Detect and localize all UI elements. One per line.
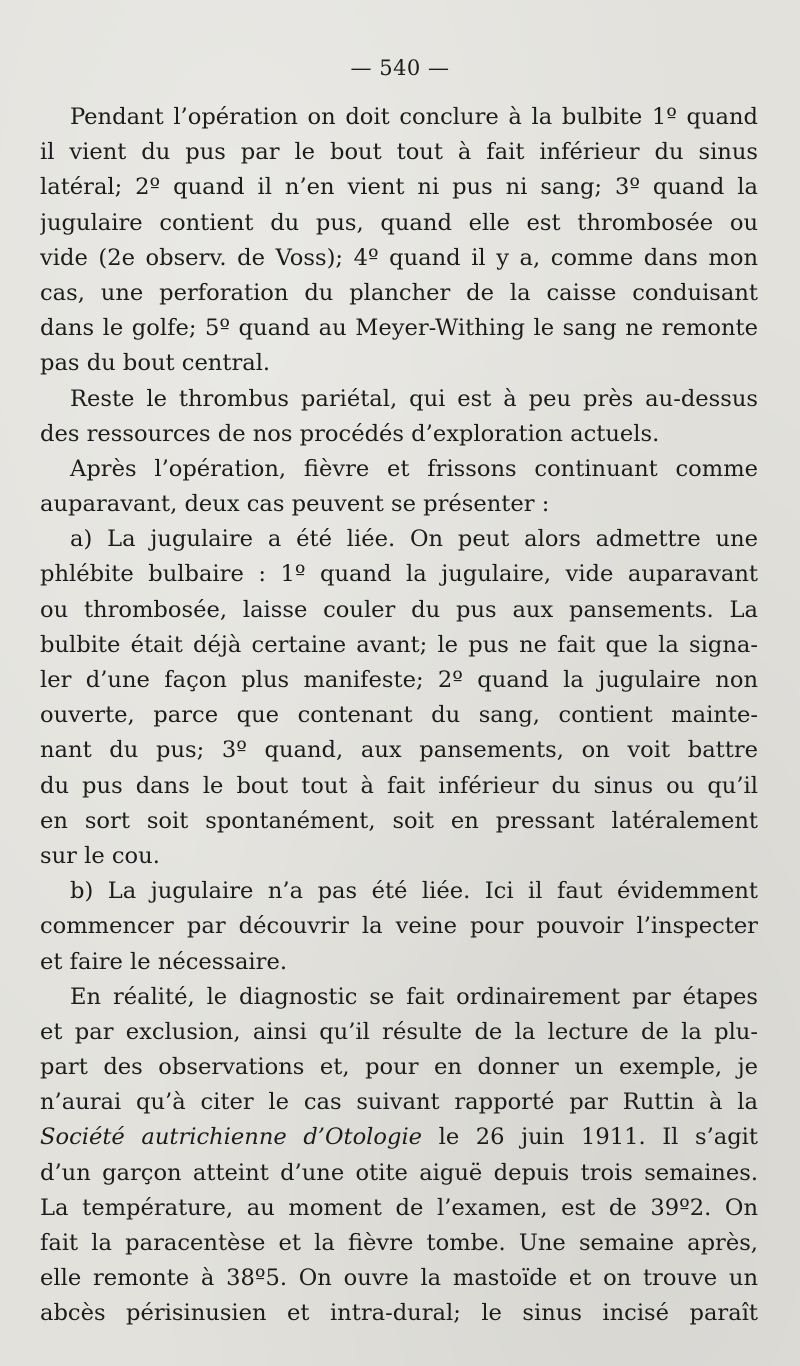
text-line: il vient du pus par le bout tout à fait inférieur du sinus	[40, 139, 758, 166]
text-line: d’un garçon atteint d’une otite aiguë depuis trois semaines.	[40, 1159, 758, 1186]
text-line: auparavant, deux cas peuvent se présenter :	[40, 491, 550, 518]
text-line: a) La jugulaire a été liée. On peut alors admettre une	[70, 526, 758, 553]
text-line: pas du bout central.	[40, 350, 271, 377]
page-number: — 540 —	[350, 56, 450, 80]
text-line: fait la paracentèse et la fièvre tombe. Une semaine après,	[40, 1230, 758, 1256]
text-line: Pendant l’opération on doit conclure à la bulbite 1º quand	[70, 104, 758, 130]
text-line: vide (2e observ. de Voss); 4º quand il y a, comme dans mon	[40, 244, 758, 271]
text-line: et par exclusion, ainsi qu’il résulte de la lecture de la plu-	[40, 1018, 758, 1045]
text-line: ou thrombosée, laisse couler du pus aux pansements. La	[40, 596, 758, 623]
text-line: latéral; 2º quand il n’en vient ni pus ni sang; 3º quand la	[40, 174, 758, 201]
text-line: dans le golfe; 5º quand au Meyer-Withing le sang ne remonte	[40, 315, 758, 342]
text-line: et faire le nécessaire.	[40, 948, 288, 975]
text-line: jugulaire contient du pus, quand elle est thrombosée ou	[40, 209, 758, 236]
text-line: des ressources de nos procédés d’exploration actuels.	[40, 420, 660, 447]
text-line: bulbite était déjà certaine avant; le pus ne fait que la signa-	[40, 631, 758, 658]
text-line: b) La jugulaire n’a pas été liée. Ici il faut évidemment	[70, 878, 758, 905]
text-line: ler d’une façon plus manifeste; 2º quand la jugulaire non	[40, 667, 758, 693]
text-line: En réalité, le diagnostic se fait ordinairement par étapes	[70, 983, 758, 1010]
text-line: ouverte, parce que contenant du sang, contient mainte-	[40, 702, 758, 729]
text-line: abcès périsinusien et intra-dural; le sinus incisé paraît	[40, 1300, 758, 1327]
text-line: phlébite bulbaire : 1º quand la jugulaire, vide auparavant	[40, 561, 758, 588]
text-line: sur le cou.	[40, 842, 160, 869]
text-line: La température, au moment de l’examen, est de 39º2. On	[40, 1194, 758, 1221]
body-text	[40, 100, 758, 1332]
text-line: elle remonte à 38º5. On ouvre la mastoïde et on trouve un	[40, 1265, 758, 1292]
text-line: commencer par découvrir la veine pour pouvoir l’inspecter	[40, 913, 758, 940]
text-line: cas, une perforation du plancher de la caisse conduisant	[40, 279, 758, 306]
text-line: Reste le thrombus pariétal, qui est à peu près au-dessus	[70, 385, 758, 412]
text-line: part des observations et, pour en donner un exemple, je	[40, 1054, 758, 1081]
text-line: du pus dans le bout tout à fait inférieur du sinus ou qu’il	[40, 772, 758, 799]
text-line: Après l’opération, fièvre et frissons continuant comme	[70, 455, 758, 482]
text-line: n’aurai qu’à citer le cas suivant rapporté par Ruttin à la	[40, 1089, 758, 1116]
text-line: Société autrichienne d’Otologie le 26 juin 1911. Il s’agit	[40, 1124, 758, 1151]
text-line: nant du pus; 3º quand, aux pansements, on voit battre	[40, 737, 758, 764]
text-line: en sort soit spontanément, soit en pressant latéralement	[40, 807, 758, 834]
